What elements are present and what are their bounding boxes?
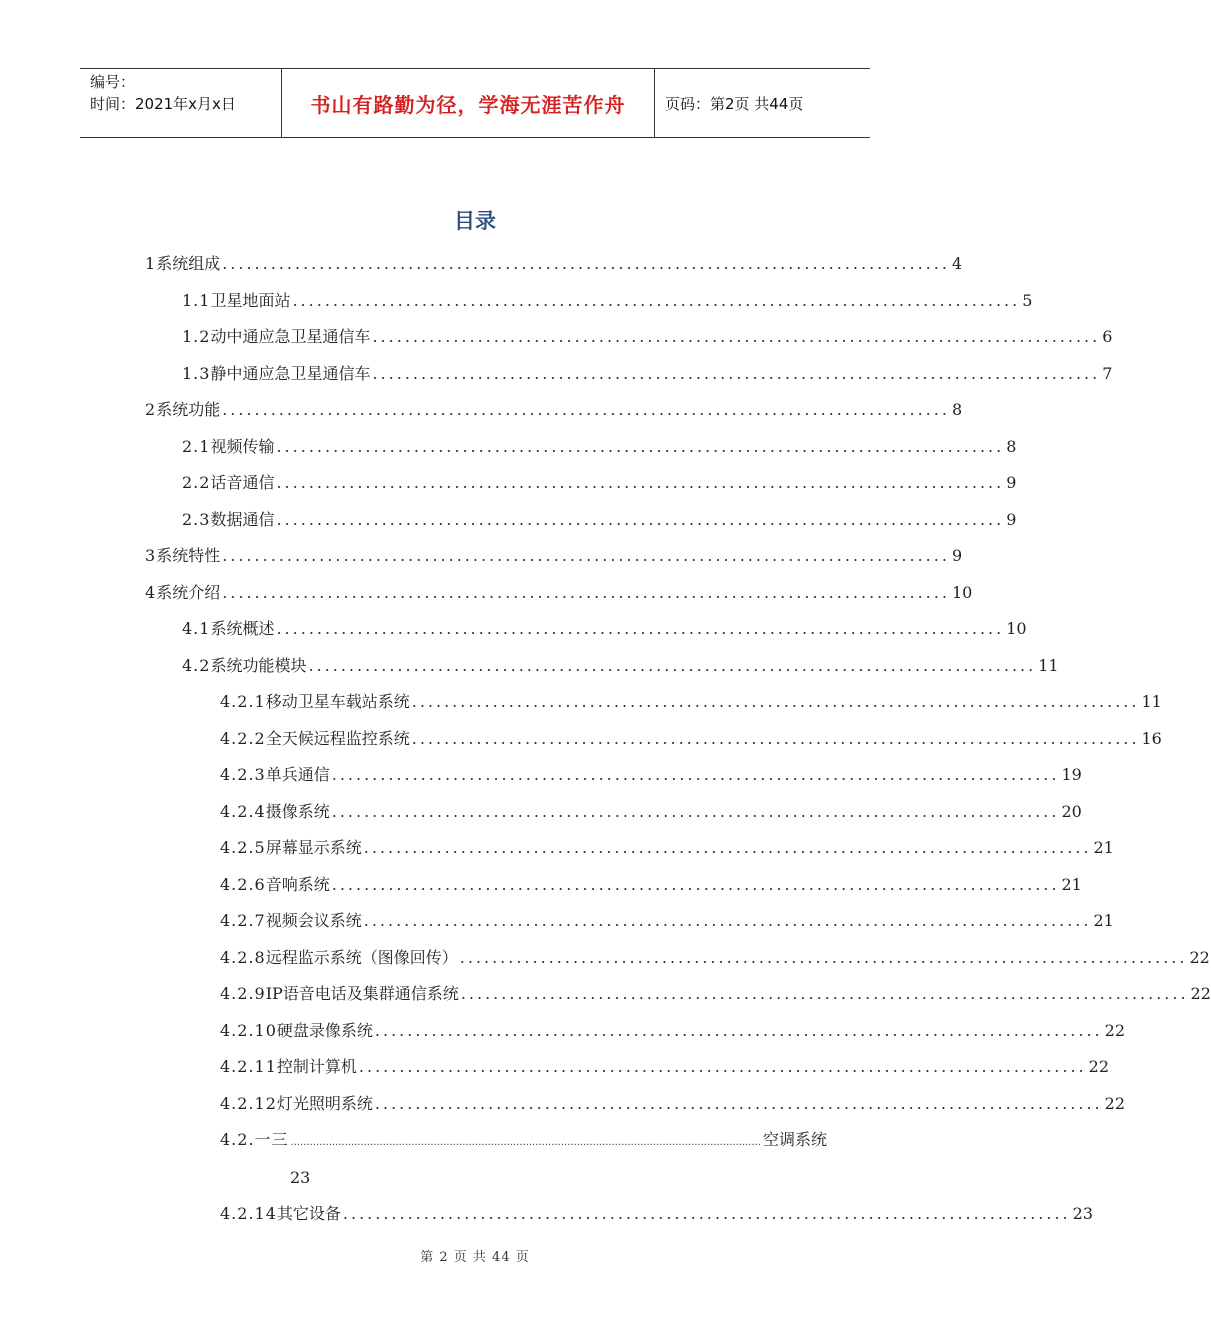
toc-entry[interactable] (220, 1019, 1125, 1043)
toc-leader-dots: .......................................................................................... (342, 1204, 1071, 1223)
toc-entry-page: 8 (1006, 437, 1017, 456)
toc-entry-label: 卫星地面站 (210, 291, 291, 310)
toc-entry-page: 5 (1022, 291, 1033, 310)
toc-leader-dots: .................................................................................................................................................... (290, 1137, 761, 1148)
toc-entry-label: 空调系统 (763, 1130, 828, 1149)
toc-entry-number: 4.2.一三 (220, 1130, 289, 1149)
toc-entry-label: 控制计算机 (276, 1057, 357, 1076)
toc-entry[interactable] (145, 581, 973, 605)
toc-leader-dots: .......................................................................................... (411, 729, 1140, 748)
toc-entry-label: 视频传输 (210, 437, 275, 456)
toc-entry-page: 21 (1093, 838, 1114, 857)
page-header (80, 68, 870, 138)
toc-entry[interactable] (220, 1202, 1093, 1226)
toc-entry-label: 屏幕显示系统 (265, 838, 362, 857)
header-motto: 书山有路勤为径，学海无涯苦作舟 (282, 69, 655, 137)
toc-leader-dots: .......................................................................................... (363, 838, 1092, 857)
toc-leader-dots: .......................................................................................... (276, 619, 1005, 638)
toc-entry[interactable] (182, 362, 1113, 386)
toc-entry[interactable] (182, 617, 1027, 641)
toc-entry-page: 22 (1104, 1021, 1125, 1040)
toc-entry-number: 4.2.9 (220, 984, 266, 1003)
toc-leader-dots: .......................................................................................... (372, 327, 1101, 346)
toc-leader-dots: .......................................................................................... (331, 802, 1060, 821)
toc-entry-page: 20 (1061, 802, 1082, 821)
toc-leader-dots: .......................................................................................... (292, 291, 1021, 310)
toc-leader-dots: .......................................................................................... (460, 984, 1189, 1003)
toc-entry-number: 4.2.14 (220, 1204, 277, 1223)
toc-entry-page: 9 (1006, 473, 1017, 492)
toc-entry[interactable] (220, 946, 1210, 970)
toc-entry-label: 系统功能 (156, 400, 221, 419)
toc-entry-page: 11 (1141, 692, 1162, 711)
toc-entry[interactable] (182, 508, 1017, 532)
toc-entry-page: 16 (1141, 729, 1162, 748)
toc-leader-dots: .......................................................................................... (222, 546, 950, 565)
toc-entry-label: 视频会议系统 (265, 911, 362, 930)
toc-title: 目录 (454, 209, 496, 233)
toc-entry-number: 1.3 (182, 364, 211, 383)
toc-leader-dots: .......................................................................................... (276, 510, 1005, 529)
toc-entry-number: 4 (145, 583, 157, 602)
toc-entry-label: 静中通应急卫星通信车 (210, 364, 371, 383)
toc-entry-number: 4.2 (182, 656, 211, 675)
toc-entry[interactable] (220, 690, 1162, 714)
toc-entry-number: 4.2.11 (220, 1057, 277, 1076)
toc-leader-dots: .......................................................................................... (331, 765, 1060, 784)
toc-entry-page: 23 (290, 1168, 311, 1187)
toc-leader-dots: .......................................................................................... (276, 473, 1005, 492)
time-label: 时间：2021年x月x日 (90, 95, 236, 113)
toc-entry-number: 4.2.3 (220, 765, 266, 784)
toc-leader-dots: .......................................................................................... (308, 656, 1037, 675)
toc-entry-number: 1 (145, 254, 157, 273)
toc-leader-dots: .......................................................................................... (276, 437, 1005, 456)
toc-entry-label: 系统功能模块 (210, 656, 307, 675)
toc-entry[interactable] (220, 982, 1211, 1006)
toc-entry-number: 4.2.5 (220, 838, 266, 857)
toc-entry[interactable] (145, 398, 963, 422)
toc-entry-label: 系统特性 (156, 546, 221, 565)
toc-entry-page: 21 (1093, 911, 1114, 930)
toc-leader-dots: .......................................................................................... (411, 692, 1140, 711)
toc-entry-page: 7 (1102, 364, 1113, 383)
toc-entry[interactable] (182, 654, 1059, 678)
toc-entry-label: 系统组成 (156, 254, 221, 273)
toc-leader-dots: .......................................................................................... (331, 875, 1060, 894)
toc-entry-page: 9 (1006, 510, 1017, 529)
toc-entry-label: 其它设备 (276, 1204, 341, 1223)
toc-leader-dots: .......................................................................................... (363, 911, 1092, 930)
toc-entry[interactable] (145, 252, 963, 276)
toc-entry-page: 10 (1006, 619, 1027, 638)
header-meta (80, 69, 282, 137)
toc-entry-page: 19 (1061, 765, 1082, 784)
toc-entry[interactable] (220, 836, 1114, 860)
toc-entry-page: 22 (1189, 948, 1210, 967)
toc-entry-label: 音响系统 (265, 875, 330, 894)
toc-entry-label: 话音通信 (210, 473, 275, 492)
toc-entry-number: 4.2.2 (220, 729, 266, 748)
toc-entry-page: 21 (1061, 875, 1082, 894)
toc-entry[interactable] (182, 435, 1017, 459)
toc-entry-label: 灯光照明系统 (276, 1094, 373, 1113)
toc-entry-label: 系统概述 (210, 619, 275, 638)
header-page-info: 页码：第2页 共44页 (665, 94, 804, 113)
toc-entry-label: 摄像系统 (265, 802, 330, 821)
toc-entry-number: 1.2 (182, 327, 211, 346)
toc-entry-number: 2.3 (182, 510, 211, 529)
toc-entry[interactable] (220, 1128, 828, 1152)
toc-entry-page: 22 (1104, 1094, 1125, 1113)
toc-leader-dots: .......................................................................................... (372, 364, 1101, 383)
number-label: 编号： (90, 73, 136, 91)
toc-leader-dots: .......................................................................................... (222, 400, 950, 419)
toc-entry-page: 10 (951, 583, 973, 602)
toc-entry-page: 6 (1102, 327, 1113, 346)
page-footer: 第 2 页 共 44 页 (420, 1250, 530, 1265)
toc-entry-number: 4.2.10 (220, 1021, 277, 1040)
toc-entry-label: 系统介绍 (156, 583, 221, 602)
toc-entry[interactable] (220, 763, 1082, 787)
toc-entry-label: 移动卫星车载站系统 (265, 692, 410, 711)
toc-entry[interactable] (182, 289, 1033, 313)
toc-entry-label: 动中通应急卫星通信车 (210, 327, 371, 346)
toc-entry-label: 单兵通信 (265, 765, 330, 784)
toc-leader-dots: .......................................................................................... (459, 948, 1188, 967)
toc-entry-page: 11 (1038, 656, 1059, 675)
toc-entry[interactable] (220, 1055, 1109, 1079)
toc-entry[interactable] (220, 873, 1082, 897)
toc-entry[interactable] (220, 1092, 1125, 1116)
toc-entry-number: 2.2 (182, 473, 211, 492)
toc-entry[interactable] (220, 727, 1162, 751)
toc-entry-label: 数据通信 (210, 510, 275, 529)
toc-entry[interactable] (220, 800, 1082, 824)
toc-entry-number: 4.2.12 (220, 1094, 277, 1113)
toc-entry[interactable] (182, 325, 1113, 349)
toc-entry-number: 4.2.1 (220, 692, 266, 711)
toc-entry-number: 3 (145, 546, 157, 565)
toc-entry-page: 8 (951, 400, 963, 419)
toc-entry-number: 4.2.7 (220, 911, 266, 930)
toc-entry-page: 22 (1088, 1057, 1109, 1076)
toc-entry-number: 2.1 (182, 437, 211, 456)
toc-entry-label: 硬盘录像系统 (276, 1021, 373, 1040)
toc-entry-page: 22 (1190, 984, 1211, 1003)
toc-entry-label: 远程监示系统（图像回传） (265, 948, 458, 967)
toc-entry-number: 1.1 (182, 291, 211, 310)
toc-entry[interactable] (182, 471, 1017, 495)
toc-entry-label: 全天候远程监控系统 (265, 729, 410, 748)
toc-entry[interactable] (145, 544, 963, 568)
toc-entry-number: 2 (145, 400, 157, 419)
toc-leader-dots: .......................................................................................... (222, 254, 950, 273)
toc-leader-dots: .......................................................................................... (222, 583, 950, 602)
toc-entry[interactable] (220, 909, 1114, 933)
toc-entry-number: 4.1 (182, 619, 211, 638)
toc-entry-page: 4 (951, 254, 963, 273)
toc-entry-number: 4.2.8 (220, 948, 266, 967)
toc-entry-page: 9 (951, 546, 963, 565)
toc-entry-label: IP语音电话及集群通信系统 (265, 984, 459, 1003)
toc-leader-dots: .......................................................................................... (374, 1094, 1103, 1113)
toc-entry-number: 4.2.6 (220, 875, 266, 894)
toc-entry-number: 4.2.4 (220, 802, 266, 821)
toc-entry-page: 23 (1072, 1204, 1093, 1223)
toc-leader-dots: .......................................................................................... (374, 1021, 1103, 1040)
toc-leader-dots: .......................................................................................... (358, 1057, 1087, 1076)
